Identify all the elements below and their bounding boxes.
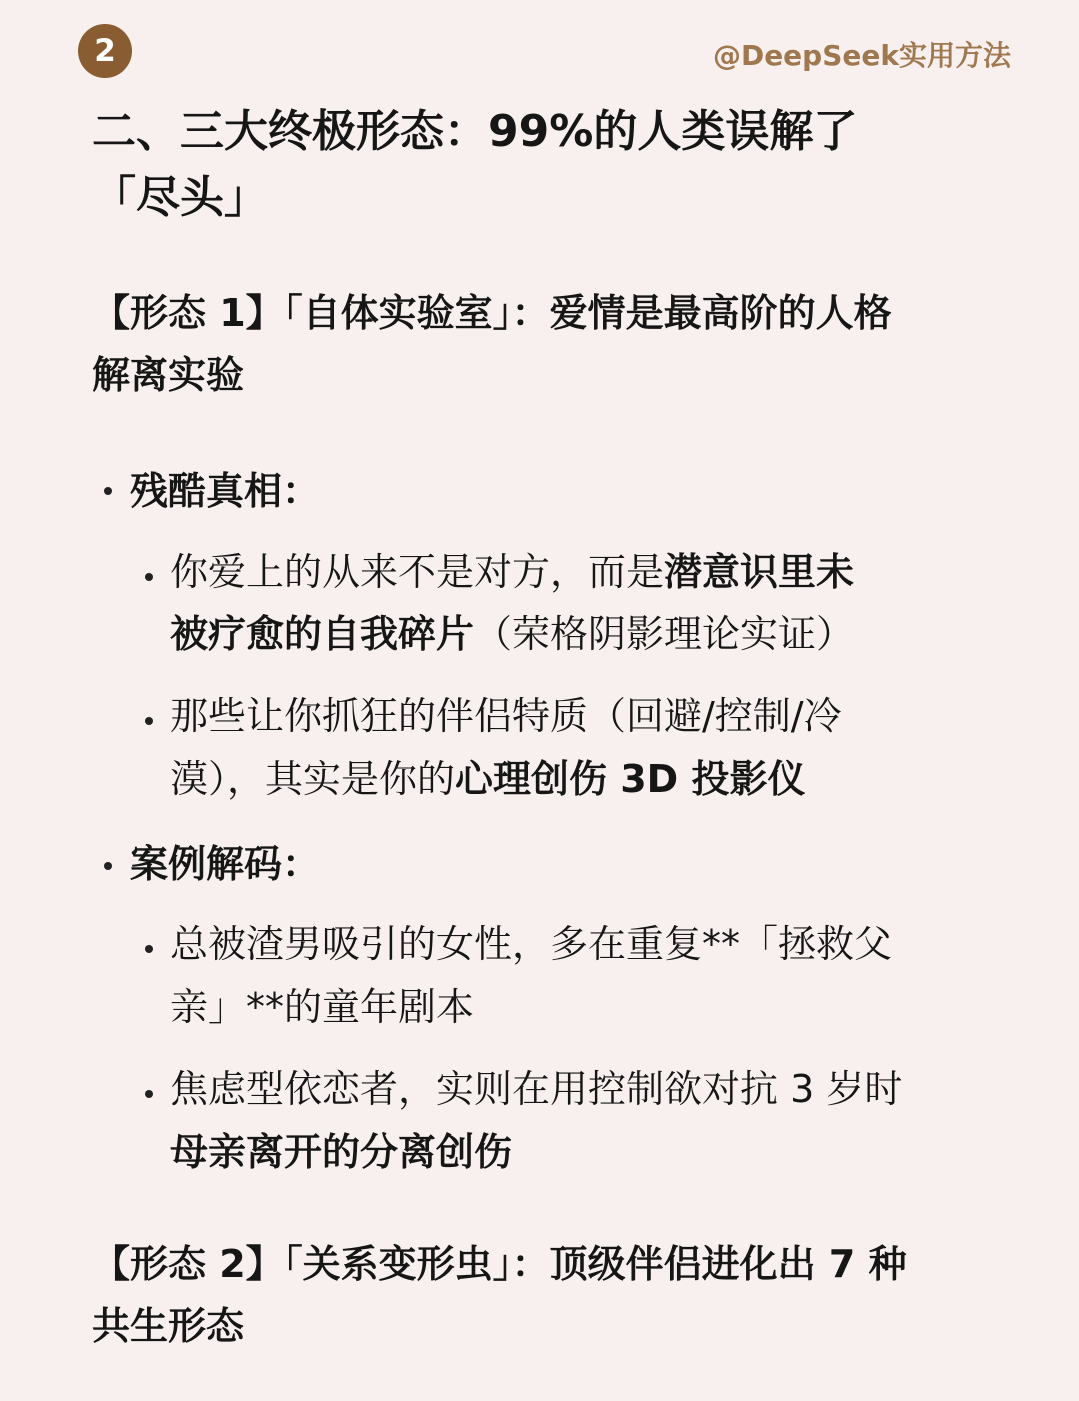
bullet-dot: [145, 1090, 153, 1098]
bullet-dot: [145, 945, 153, 953]
truth-label: 残酷真相：: [130, 469, 321, 513]
form1-heading-line1: 【形态 1】「自体实验室」：爱情是最高阶的人格: [92, 291, 892, 335]
case-label: 案例解码：: [130, 842, 321, 886]
truth-item2-line2: 漠），其实是你的心理创伤 3D 投影仪: [170, 757, 806, 801]
section-title-line2: 「尽头」: [92, 172, 268, 223]
section-title-line1: 二、三大终极形态：99%的人类误解了: [92, 106, 858, 157]
bullet-dot: [104, 862, 112, 870]
case-item1-line1: 总被渣男吸引的女性，多在重复**「拯救父: [170, 922, 893, 966]
form2-heading-line1: 【形态 2】「关系变形虫」：顶级伴侣进化出 7 种: [92, 1242, 907, 1286]
form1-heading-line2: 解离实验: [92, 353, 245, 397]
case-item2-line2: 母亲离开的分离创伤: [170, 1130, 513, 1174]
case-item1-line2: 亲」**的童年剧本: [170, 985, 475, 1029]
case-item2-line1: 焦虑型依恋者，实则在用控制欲对抗 3 岁时: [170, 1067, 903, 1111]
author-watermark: @DeepSeek实用方法: [712, 39, 1011, 72]
truth-item1-line1: 你爱上的从来不是对方，而是潜意识里未: [170, 550, 855, 594]
bullet-dot: [145, 573, 153, 581]
truth-item1-line2: 被疗愈的自我碎片（荣格阴影理论实证）: [170, 612, 855, 656]
page-number-badge: 2: [78, 24, 132, 78]
bullet-dot: [145, 717, 153, 725]
truth-item2-line1: 那些让你抓狂的伴侣特质（回避/控制/冷: [170, 694, 842, 738]
bullet-dot: [104, 487, 112, 495]
form2-heading-line2: 共生形态: [92, 1304, 245, 1348]
